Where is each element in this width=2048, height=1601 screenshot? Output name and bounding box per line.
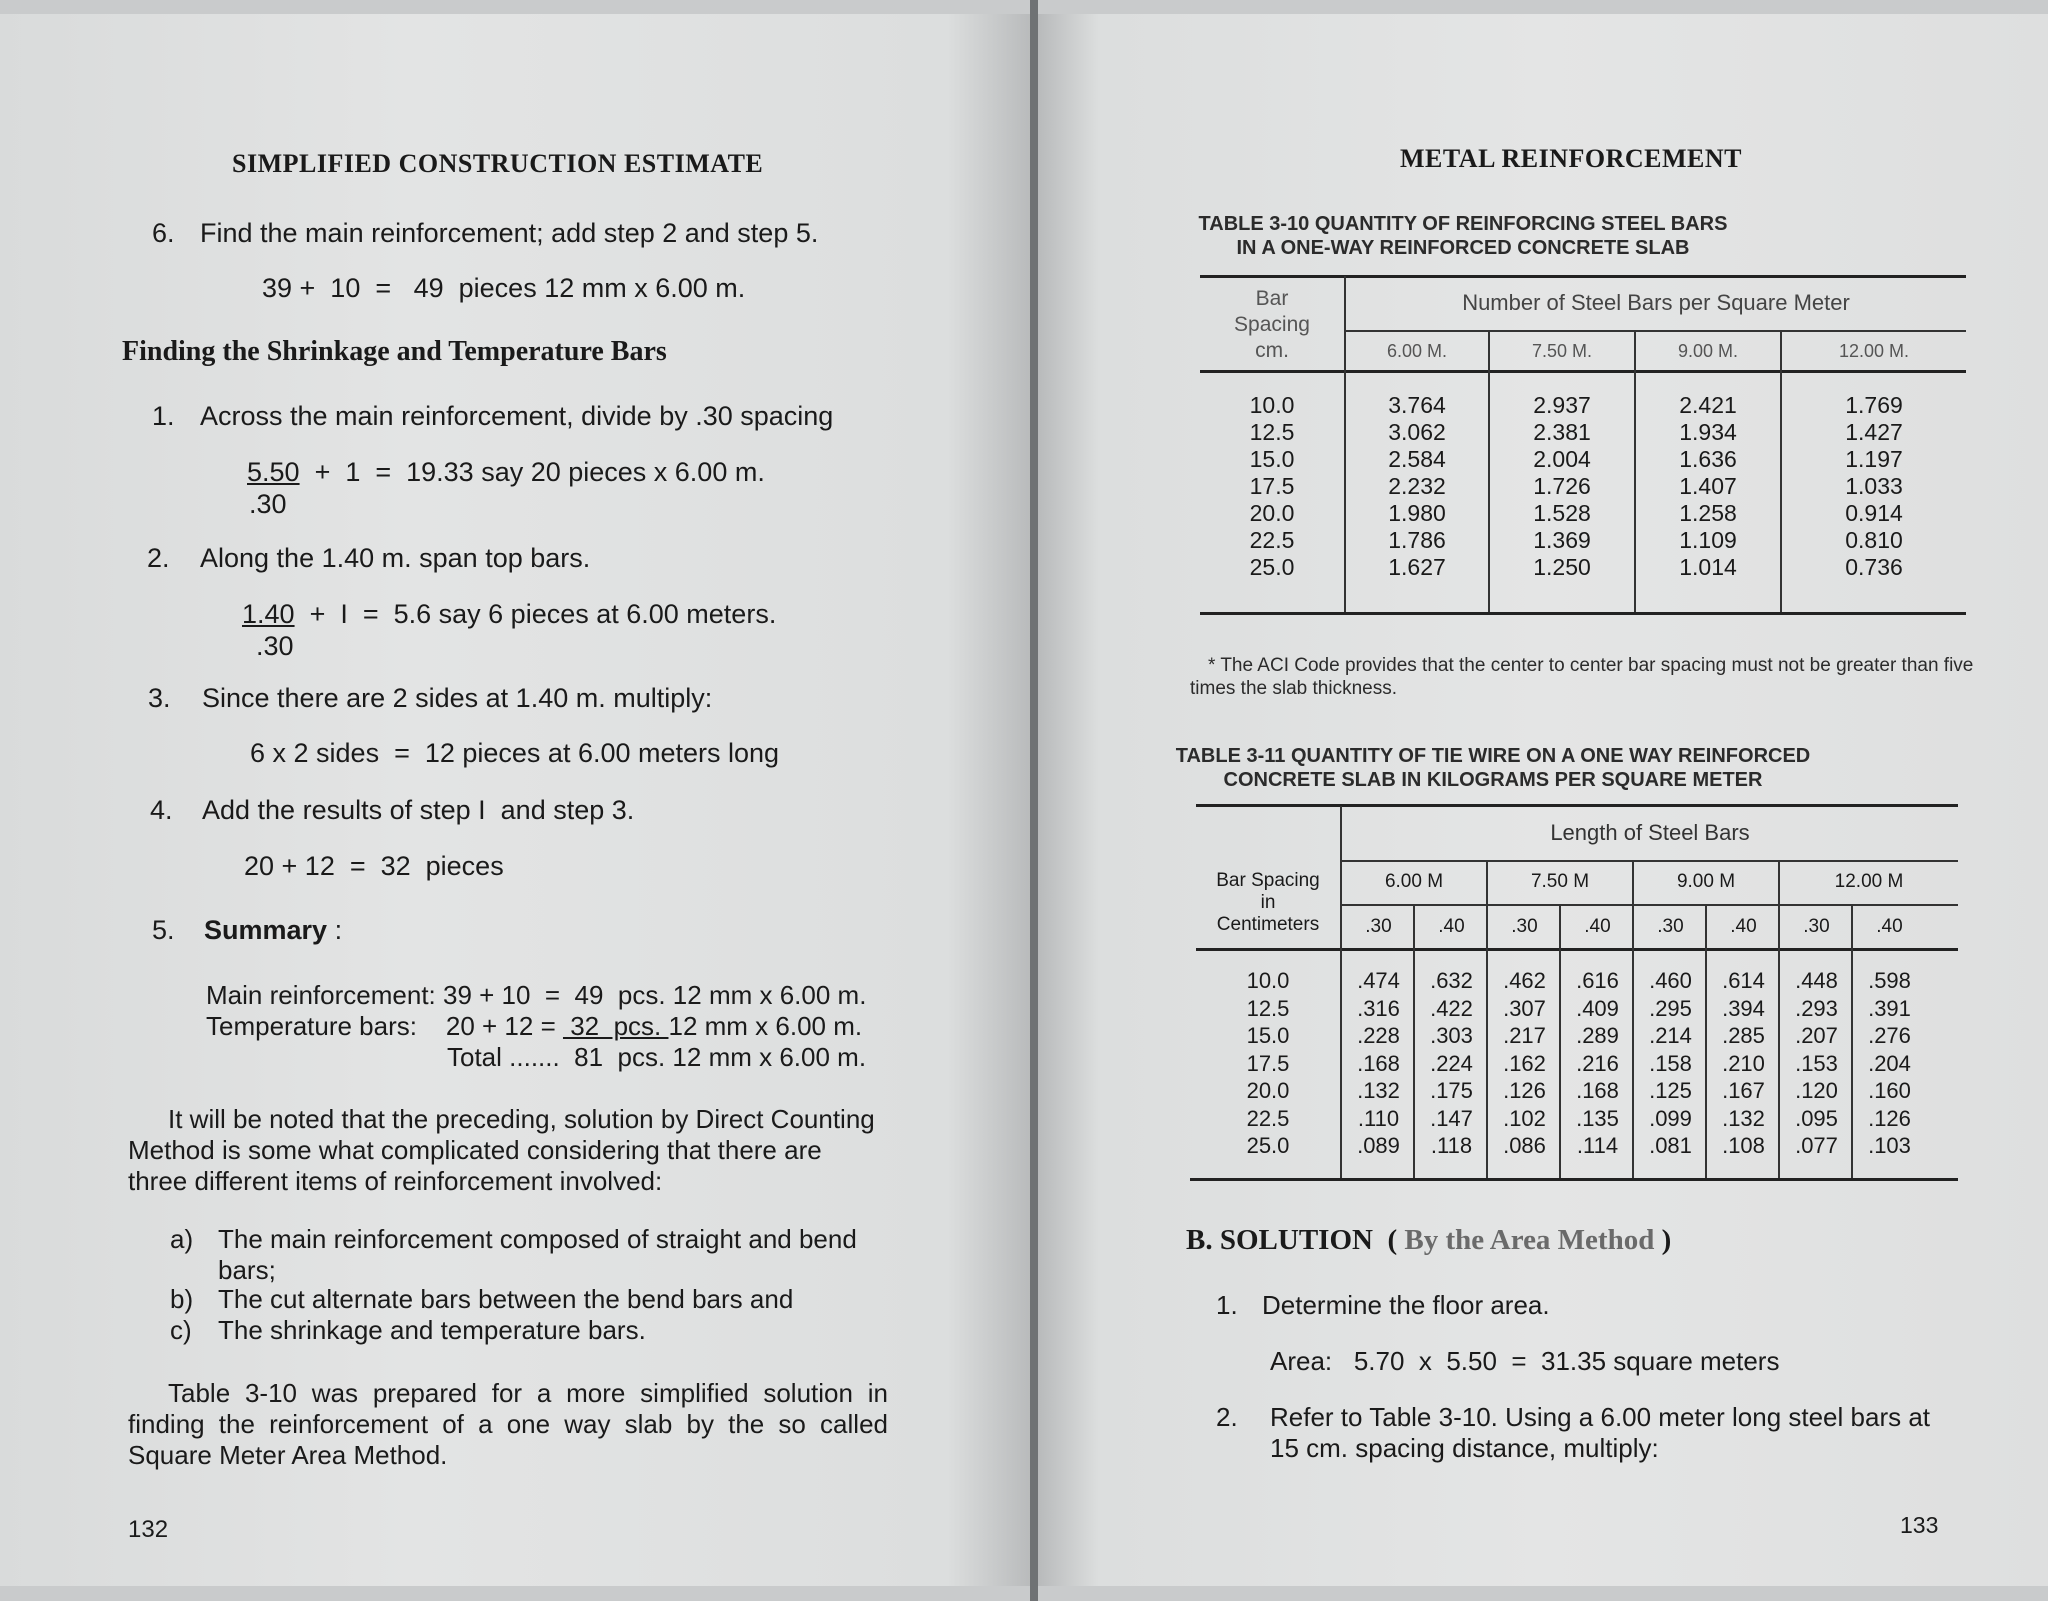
data-column: .460 .295 .214 .158 .125 .099 .081 (1649, 968, 1692, 1158)
group-header: Number of Steel Bars per Square Meter (1462, 290, 1850, 315)
data-column: .616 .409 .289 .216 .168 .135 .114 (1576, 968, 1619, 1158)
table-rule (1196, 948, 1958, 951)
shrinkage-step-3-text: Since there are 2 sides at 1.40 m. multiply: (202, 683, 713, 713)
list-item-b: The cut alternate bars between the bend bars and (218, 1284, 794, 1314)
paren: ( (1387, 1224, 1405, 1256)
shrinkage-step-5-number: 5. (152, 915, 175, 945)
summary-line-part: Temperature bars: 20 + 12 = (206, 1011, 563, 1041)
page-number: 132 (128, 1516, 169, 1543)
caption-line: TABLE 3-11 QUANTITY OF TIE WIRE ON A ONE WAY REINFORCED (1175, 745, 1811, 767)
column-header: 12.00 M. (1838, 341, 1910, 361)
solution-method: By the Area Method (1404, 1224, 1655, 1256)
summary-total: Total ....... 81 pcs. 12 mm x 6.00 m. (447, 1042, 867, 1072)
data-column: 3.764 3.062 2.584 2.232 1.980 1.786 1.627 (1388, 392, 1446, 580)
list-item-a: The main reinforcement composed of straight and bend bars; (218, 1224, 857, 1285)
summary-line-part: 12 mm x 6.00 m. (668, 1011, 863, 1041)
list-item-a-key: a) (170, 1224, 194, 1254)
sub-header: .30 (1511, 916, 1538, 937)
area-step-1-calc: Area: 5.70 x 5.50 = 31.35 square meters (1270, 1346, 1780, 1376)
shrinkage-step-4-calc: 20 + 12 = 32 pieces (244, 851, 504, 881)
length-header: 7.50 M (1530, 871, 1590, 892)
data-column: .448 .293 .207 .153 .120 .095 .077 (1795, 968, 1838, 1158)
sub-header: .30 (1365, 916, 1392, 937)
group-header: Length of Steel Bars (1550, 820, 1750, 845)
column-header: 7.50 M. (1531, 341, 1593, 361)
table-rule (1196, 804, 1958, 807)
section-title: Finding the Shrinkage and Temperature Bars (122, 336, 667, 367)
fraction-denominator: .30 (249, 489, 287, 519)
page-number: 133 (1900, 1512, 1939, 1538)
summary-colon: : (327, 915, 343, 945)
sub-header: .40 (1730, 916, 1757, 937)
length-header: 9.00 M (1676, 871, 1736, 892)
shrinkage-step-3-calc: 6 x 2 sides = 12 pieces at 6.00 meters long (250, 738, 780, 768)
data-column: .474 .316 .228 .168 .132 .110 .089 (1357, 968, 1400, 1158)
summary-main-reinforcement: Main reinforcement: 39 + 10 = 49 pcs. 12 mm x 6.00 m. (206, 980, 867, 1010)
summary-underlined-count: 32 pcs. (562, 1011, 669, 1041)
right-page (1038, 14, 2048, 1586)
list-item-b-key: b) (170, 1284, 194, 1314)
fraction-numerator: 1.40 (242, 599, 295, 629)
table-rule (1190, 1178, 1958, 1181)
calc-rest: + I = 5.6 say 6 pieces at 6.00 meters. (294, 599, 777, 629)
shrinkage-step-1-number: 1. (152, 401, 175, 431)
data-column: .462 .307 .217 .162 .126 .102 .086 (1503, 968, 1546, 1158)
spacing-column: 10.0 12.5 15.0 17.5 20.0 22.5 25.0 (1246, 968, 1290, 1158)
summary-title: Summary (204, 915, 328, 945)
caption-line: TABLE 3-10 QUANTITY OF REINFORCING STEEL BARS (1198, 213, 1728, 235)
calc-rest: + 1 = 19.33 say 20 pieces x 6.00 m. (299, 457, 765, 487)
shrinkage-step-2-text: Along the 1.40 m. span top bars. (200, 543, 591, 573)
list-item-c-key: c) (170, 1315, 192, 1345)
running-header: METAL REINFORCEMENT (1400, 144, 1742, 173)
summary-label (204, 914, 342, 946)
column-header: 6.00 M. (1386, 341, 1448, 361)
solution-label: B. SOLUTION (1186, 1224, 1373, 1256)
footnote: * The ACI Code provides that the center to center bar spacing must not be greater than five times the slab thickness. (1190, 655, 1974, 699)
shrinkage-step-4-number: 4. (150, 795, 173, 825)
running-header: SIMPLIFIED CONSTRUCTION ESTIMATE (232, 149, 764, 178)
paragraph-direct-counting: It will be noted that the preceding, solution by Direct Counting Method is some what complicated considering that there are three different items of reinforcement involved: (128, 1104, 875, 1196)
left-page (0, 14, 1030, 1586)
caption-line: IN A ONE-WAY REINFORCED CONCRETE SLAB (1236, 237, 1690, 259)
area-step-1-text: Determine the floor area. (1262, 1290, 1550, 1320)
sub-header: .40 (1876, 916, 1903, 937)
fraction-numerator: 5.50 (247, 457, 300, 487)
sub-header: .40 (1438, 916, 1465, 937)
data-column: 1.769 1.427 1.197 1.033 0.914 0.810 0.736 (1845, 392, 1903, 580)
sub-header: .30 (1657, 916, 1684, 937)
spacing-column: 10.0 12.5 15.0 17.5 20.0 22.5 25.0 (1249, 392, 1295, 580)
data-column: .614 .394 .285 .210 .167 .132 .108 (1722, 968, 1765, 1158)
shrinkage-step-2-calc (242, 598, 776, 630)
table-rule (1340, 860, 1958, 862)
shrinkage-step-1-text: Across the main reinforcement, divide by .30 spacing (200, 401, 834, 431)
area-step-2-number: 2. (1216, 1402, 1238, 1432)
row-header: Bar Spacing in Centimeters (1216, 870, 1320, 935)
step-6-number: 6. (152, 218, 175, 248)
row-header: Bar Spacing cm. (1234, 287, 1310, 362)
data-column: .598 .391 .276 .204 .160 .126 .103 (1868, 968, 1911, 1158)
area-step-1-number: 1. (1216, 1290, 1238, 1320)
shrinkage-step-1-calc (247, 456, 765, 488)
length-header: 12.00 M (1834, 871, 1904, 892)
data-column: 2.421 1.934 1.636 1.407 1.258 1.109 1.014 (1679, 392, 1737, 580)
data-column: .632 .422 .303 .224 .175 .147 .118 (1430, 968, 1473, 1158)
shrinkage-step-4-text: Add the results of step I and step 3. (202, 795, 635, 825)
table-rule (1340, 904, 1958, 906)
fraction-denominator: .30 (256, 631, 294, 661)
paren: ) (1654, 1224, 1672, 1256)
table-3-11 (1038, 14, 2048, 1214)
list-item-c: The shrinkage and temperature bars. (218, 1315, 646, 1345)
sub-header: .30 (1803, 916, 1830, 937)
data-column: 2.937 2.381 2.004 1.726 1.528 1.369 1.250 (1533, 392, 1591, 580)
solution-heading (1186, 1224, 1671, 1257)
paragraph-table-intro: Table 3-10 was prepared for a more simplified solution in finding the reinforcement of a one way slab by the so called Square Meter Area Method. (128, 1378, 888, 1470)
shrinkage-step-2-number: 2. (147, 543, 170, 573)
area-step-2-text: Refer to Table 3-10. Using a 6.00 meter long steel bars at 15 cm. spacing distance, multiply: (1270, 1402, 1931, 1463)
sub-header: .40 (1584, 916, 1611, 937)
column-header: 9.00 M. (1677, 341, 1739, 361)
length-header: 6.00 M (1384, 871, 1444, 892)
shrinkage-step-3-number: 3. (148, 683, 171, 713)
step-6-calc: 39 + 10 = 49 pieces 12 mm x 6.00 m. (262, 273, 746, 303)
summary-temperature-bars (206, 1011, 862, 1042)
step-6-text: Find the main reinforcement; add step 2 and step 5. (200, 218, 819, 248)
caption-line: CONCRETE SLAB IN KILOGRAMS PER SQUARE METER (1223, 769, 1763, 791)
book-spine (1030, 0, 1038, 1601)
